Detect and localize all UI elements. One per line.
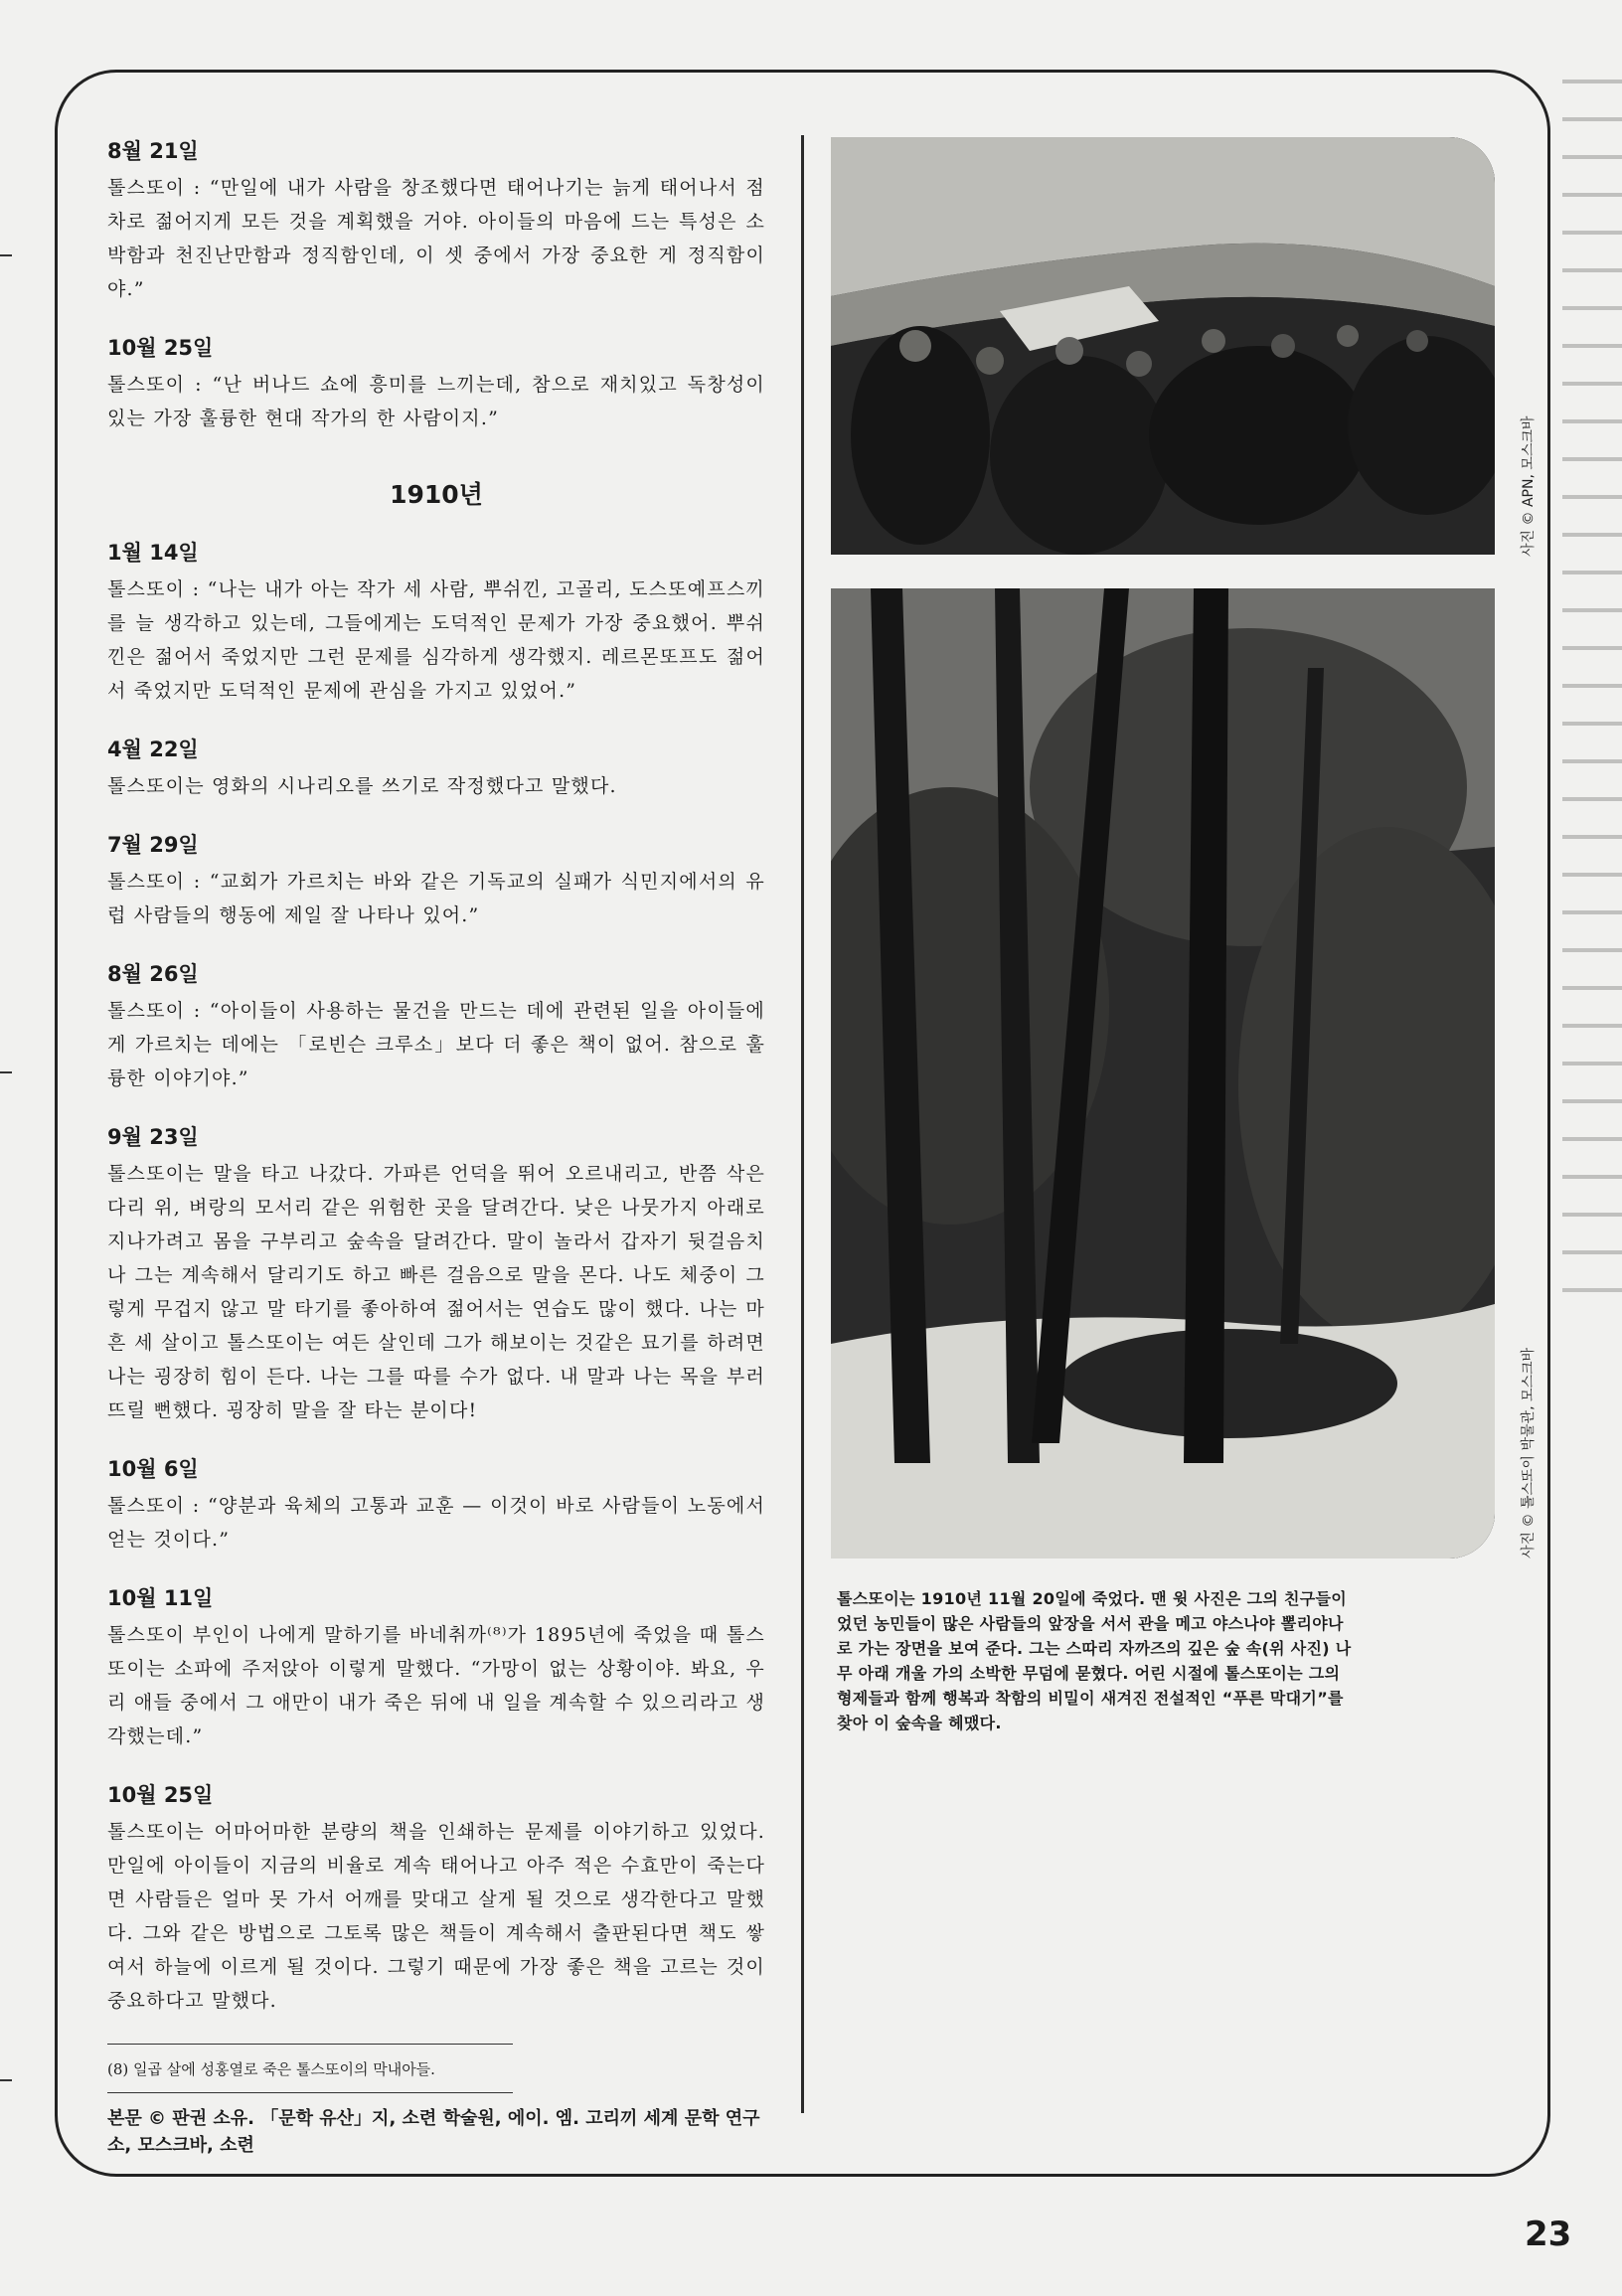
forest-grave-photo: [831, 588, 1495, 1558]
entry-text: 톨스또이 : “교회가 가르치는 바와 같은 기독교의 실패가 식민지에서의 유럽 사람들의 행동에 제일 잘 나타나 있어.”: [107, 871, 765, 926]
footnote-rule: [107, 2092, 513, 2093]
page-number: 23: [1525, 2214, 1572, 2254]
diary-entry: [107, 1779, 765, 2018]
diary-entry: [107, 135, 765, 306]
diary-entry: [107, 1582, 765, 1753]
entry-text: 톨스또이는 어마어마한 분량의 책을 인쇄하는 문제를 이야기하고 있었다. 만일에 아이들이 지금의 비율로 계속 태어나고 아주 적은 수효만이 죽는다면 사람들은 얼마 못 가서 어깨를 맞대고 살게 될 것으로 생각한다고 말했다. 그와 같은 방법으로 그토록 많은 책들이 계속해서 출판된다면 책도 쌓여서 하늘에 이르게 될 것이다. 그렇기 때문에 가장 좋은 책을 고르는 것이 중요하다고 말했다.: [107, 1821, 765, 2012]
entry-text: 톨스또이 : “양분과 육체의 고통과 교훈 — 이것이 바로 사람들이 노동에서 얻는 것이다.”: [107, 1495, 765, 1551]
entry-date: 10월 25일: [107, 336, 214, 360]
margin-mark: [0, 2079, 12, 2081]
entry-text: 톨스또이는 말을 타고 나갔다. 가파른 언덕을 뛰어 오르내리고, 반쯤 삭은 다리 위, 벼랑의 모서리 같은 위험한 곳을 달려간다. 낮은 나뭇가지 아래로 지나가려고 몸을 구부리고 숲속을 달려간다. 말이 놀라서 갑자기 뒷걸음치나 그는 계속해서 달리기도 하고 빠른 걸음으로 말을 몬다. 나도 체중이 그렇게 무겁지 않고 말 타기를 좋아하여 젊어서는 연습도 많이 했다. 나는 마흔 세 살이고 톨스또이는 여든 살인데 그가 해보이는 것같은 묘기를 하려면 나는 굉장히 힘이 든다. 나는 그를 따를 수가 없다. 내 말과 나는 목을 부러뜨릴 뻔했다. 굉장히 말을 잘 타는 분이다!: [107, 1163, 765, 1421]
diary-entry: [107, 332, 765, 435]
entry-date: 9월 23일: [107, 1125, 199, 1149]
footnote-rule: [107, 2044, 513, 2045]
diary-entry: [107, 1121, 765, 1427]
margin-mark: [0, 1071, 12, 1073]
column-divider: [801, 135, 804, 2113]
entry-date: 10월 25일: [107, 1783, 214, 1807]
entry-date: 8월 21일: [107, 139, 199, 163]
year-heading: 1910년: [390, 480, 483, 509]
diary-entry: [107, 537, 765, 708]
funeral-procession-photo: [831, 137, 1495, 555]
photo-credit-top: 사진 © APN, 모스크바: [1521, 415, 1537, 557]
entry-date: 1월 14일: [107, 541, 199, 565]
entry-date: 8월 26일: [107, 962, 199, 986]
entry-date: 10월 11일: [107, 1586, 214, 1610]
entry-text: 톨스또이는 영화의 시나리오를 쓰기로 작정했다고 말했다.: [107, 775, 617, 797]
text-column: [107, 135, 765, 2159]
entry-text: 톨스또이 : “나는 내가 아는 작가 세 사람, 뿌쉬낀, 고골리, 도스또예프스끼를 늘 생각하고 있는데, 그들에게는 도덕적인 문제가 가장 중요했어. 뿌쉬낀은 젊어서 죽었지만 그런 문제를 심각하게 생각했지. 레르몬또프도 젊어서 죽었지만 도덕적인 문제에 관심을 가지고 있었어.”: [107, 578, 765, 702]
bleed-through-text: [1562, 80, 1622, 1322]
margin-mark: [0, 254, 12, 256]
entry-date: 7월 29일: [107, 833, 199, 857]
entry-text: 톨스또이 : “아이들이 사용하는 물건을 만드는 데에 관련된 일을 아이들에게 가르치는 데에는 「로빈슨 크루소」보다 더 좋은 책이 없어. 참으로 훌륭한 이야기야.”: [107, 1000, 765, 1089]
diary-entry: [107, 958, 765, 1095]
diary-entry: [107, 734, 765, 803]
entry-date: 10월 6일: [107, 1457, 199, 1481]
photo-credit-bottom: 사진 © 톨스또이 박물관, 모스크바: [1521, 1347, 1537, 1558]
diary-entry: [107, 829, 765, 932]
footnote: (8) 일곱 살에 성홍열로 죽은 톨스또이의 막내아들.: [107, 2060, 435, 2078]
text-credits: 본문 © 판권 소유. 「문학 유산」지, 소련 학술원, 에이. 엠. 고리끼 세계 문학 연구소, 모스크바, 소련: [107, 2108, 760, 2156]
entry-date: 4월 22일: [107, 738, 199, 761]
entry-text: 톨스또이 : “만일에 내가 사람을 창조했다면 태어나기는 늙게 태어나서 점차로 젊어지게 모든 것을 계획했을 거야. 아이들의 마음에 드는 특성은 소박함과 천진난만함과 정직함인데, 이 셋 중에서 가장 중요한 게 정직함이야.”: [107, 177, 765, 300]
entry-text: 톨스또이 부인이 나에게 말하기를 바네취까⁽⁸⁾가 1895년에 죽었을 때 톨스또이는 소파에 주저앉아 이렇게 말했다. “가망이 없는 상황이야. 봐요, 우리 애들 중에서 그 애만이 내가 죽은 뒤에 내 일을 계속할 수 있으리라고 생각했는데.”: [107, 1624, 765, 1747]
photo-caption: 톨스또이는 1910년 11월 20일에 죽었다. 맨 윗 사진은 그의 친구들이었던 농민들이 많은 사람들의 앞장을 서서 관을 메고 야스나야 뽈리야나로 가는 장면을 보여 준다. 그는 스따리 자까즈의 깊은 숲 속(위 사진) 나무 아래 개울 가의 소박한 무덤에 묻혔다. 어린 시절에 톨스또이는 그의 형제들과 함께 행복과 착함의 비밀이 새겨진 전설적인 “푸른 막대기”를 찾아 이 숲속을 헤맸다.: [837, 1589, 1352, 1732]
diary-entry: [107, 1453, 765, 1557]
entry-text: 톨스또이 : “난 버나드 쇼에 흥미를 느끼는데, 참으로 재치있고 독창성이 있는 가장 훌륭한 현대 작가의 한 사람이지.”: [107, 374, 765, 429]
